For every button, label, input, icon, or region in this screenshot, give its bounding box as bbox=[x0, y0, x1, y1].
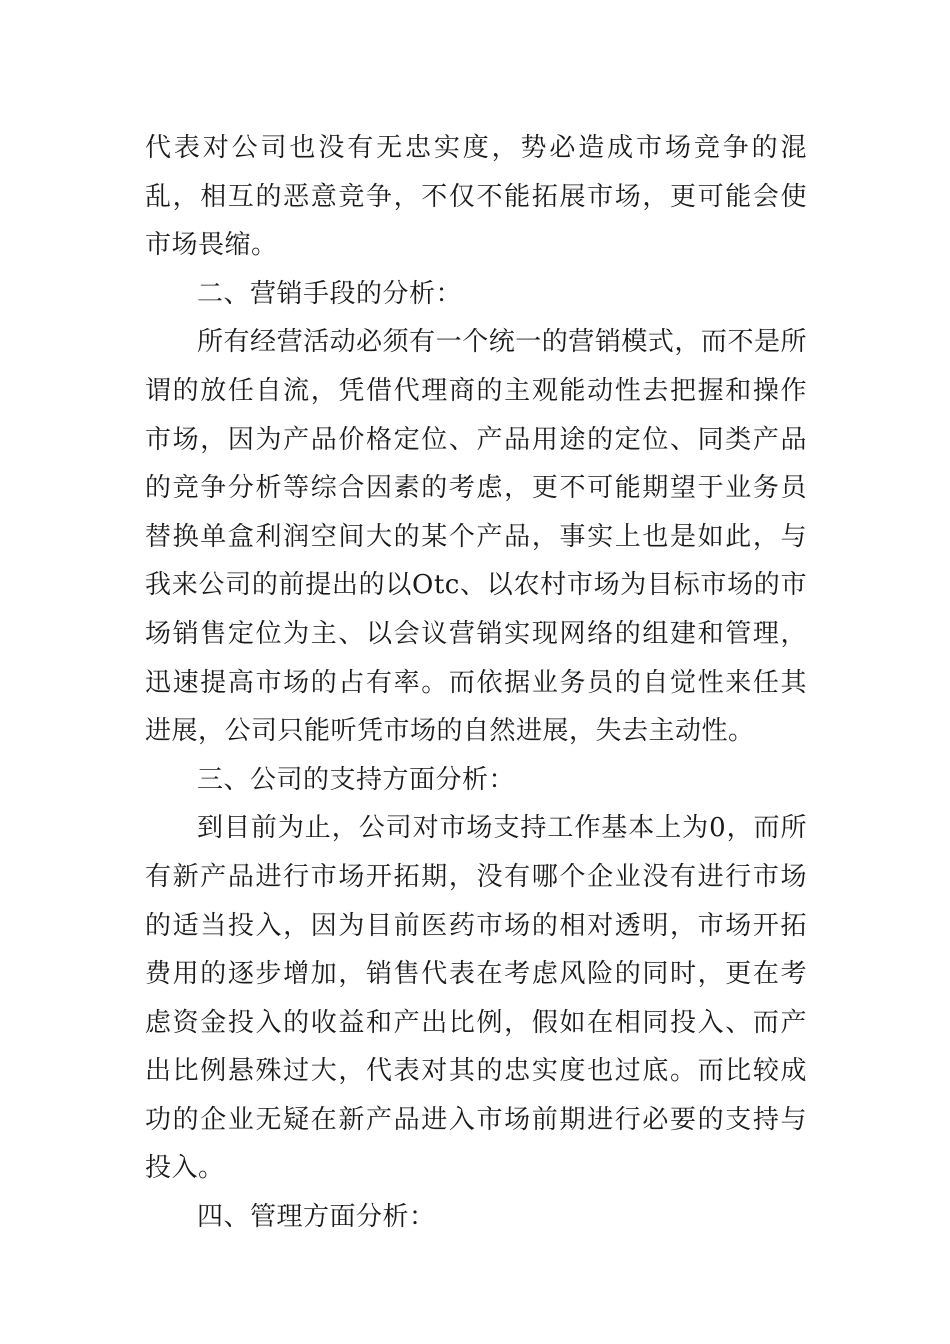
section-heading-marketing-means: 二、营销手段的分析： bbox=[197, 278, 463, 309]
section-heading-company-support: 三、公司的支持方面分析： bbox=[197, 764, 516, 795]
paragraph-marketing-means: 所有经营活动必须有一个统一的营销模式，而不是所谓的放任自流，凭借代理商的主观能动性去把握和操作市场，因为产品价格定位、产品用途的定位、同类产品的竞争分析等综合因素的考虑，更不可能期望于业务员替换单盒利润空间大的某个产品，事实上也是如此，与我来公司的前提出的以Otc、以农村市场为目标市场的市场销售定位为主、以会议营销实现网络的组建和管理，迅速提高市场的占有率。而依据业务员的自觉性来任其进展，公司只能听凭市场的自然进展，失去主动性。 bbox=[145, 327, 807, 747]
paragraph-continuation: 代表对公司也没有无忠实度，势必造成市场竞争的混乱，相互的恶意竞争，不仅不能拓展市场，更可能会使市场畏缩。 bbox=[145, 133, 807, 261]
paragraph-company-support: 到目前为止，公司对市场支持工作基本上为0，而所有新产品进行市场开拓期，没有哪个企业没有进行市场的适当投入，因为目前医药市场的相对透明，市场开拓费用的逐步增加，销售代表在考虑风险的同时，更在考虑资金投入的收益和产出比例，假如在相同投入、而产出比例悬殊过大，代表对其的忠实度也过底。而比较成功的企业无疑在新产品进入市场前期进行必要的支持与投入。 bbox=[145, 813, 807, 1184]
section-heading-management: 四、管理方面分析： bbox=[197, 1202, 436, 1233]
document-body bbox=[145, 124, 807, 1242]
